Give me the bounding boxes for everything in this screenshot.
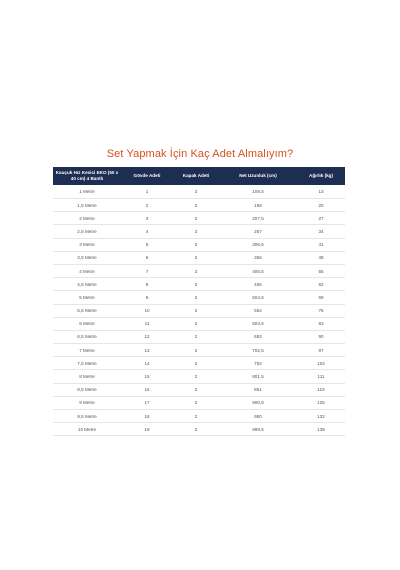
cell-net-length: 257: [219, 225, 297, 238]
cell-length: 2 Metre: [53, 212, 121, 225]
cell-net-length: 455: [219, 278, 297, 291]
cell-net-length: 900,5: [219, 396, 297, 409]
table-row: [53, 383, 345, 396]
header-body-count: Gövde Adeti: [133, 173, 161, 179]
table-row: [53, 304, 345, 317]
table-row: [53, 370, 345, 383]
cell-length: 1,5 Metre: [53, 199, 121, 212]
cell-net-length: 801,5: [219, 370, 297, 383]
page-title: Set Yapmak İçin Kaç Adet Almalıyım?: [106, 148, 294, 160]
cell-weight: 83: [297, 317, 345, 330]
cell-net-length: 752: [219, 357, 297, 370]
table-row: [53, 344, 345, 357]
cell-cap-count: 2: [173, 357, 219, 370]
cell-body-count: 13: [121, 344, 173, 357]
cell-body-count: 17: [121, 396, 173, 409]
table-row: [53, 251, 345, 264]
cell-cap-count: 2: [173, 423, 219, 436]
set-quantity-table: [53, 167, 345, 436]
cell-net-length: 653: [219, 330, 297, 343]
cell-length: 8 Metre: [53, 370, 121, 383]
cell-length: 8,5 Metre: [53, 383, 121, 396]
cell-weight: 90: [297, 330, 345, 343]
cell-length: 3 Metre: [53, 238, 121, 251]
cell-length: 5 Metre: [53, 291, 121, 304]
table-row: [53, 410, 345, 423]
cell-weight: 111: [297, 370, 345, 383]
cell-net-length: 950: [219, 410, 297, 423]
cell-weight: 13: [297, 185, 345, 199]
cell-body-count: 2: [121, 199, 173, 212]
cell-weight: 125: [297, 396, 345, 409]
cell-cap-count: 2: [173, 317, 219, 330]
cell-net-length: 306,5: [219, 238, 297, 251]
cell-net-length: 207,5: [219, 212, 297, 225]
cell-weight: 104: [297, 357, 345, 370]
cell-net-length: 999,5: [219, 423, 297, 436]
table-header: [53, 167, 345, 185]
table-row: [53, 212, 345, 225]
cell-length: 9 Metre: [53, 396, 121, 409]
cell-weight: 48: [297, 251, 345, 264]
cell-length: 7,5 Metre: [53, 357, 121, 370]
cell-length: 9,5 Metre: [53, 410, 121, 423]
table-row: [53, 291, 345, 304]
cell-body-count: 6: [121, 251, 173, 264]
cell-weight: 69: [297, 291, 345, 304]
cell-length: 10 Metre: [53, 423, 121, 436]
cell-body-count: 15: [121, 370, 173, 383]
cell-body-count: 10: [121, 304, 173, 317]
cell-length: 3,5 Metre: [53, 251, 121, 264]
header-cap-count: Kapak Adeti: [182, 173, 210, 179]
cell-length: 6,5 Metre: [53, 330, 121, 343]
cell-weight: 97: [297, 344, 345, 357]
header-weight: Ağırlık (kg): [309, 173, 333, 179]
cell-net-length: 108,5: [219, 185, 297, 199]
cell-net-length: 851: [219, 383, 297, 396]
cell-body-count: 11: [121, 317, 173, 330]
cell-weight: 20: [297, 199, 345, 212]
cell-length: 4 Metre: [53, 264, 121, 277]
cell-net-length: 405,5: [219, 264, 297, 277]
table-row: [53, 330, 345, 343]
cell-weight: 118: [297, 383, 345, 396]
cell-length: 1 Metre: [53, 185, 121, 199]
table-row: [53, 423, 345, 436]
cell-cap-count: 2: [173, 370, 219, 383]
cell-weight: 62: [297, 278, 345, 291]
cell-body-count: 12: [121, 330, 173, 343]
cell-cap-count: 2: [173, 330, 219, 343]
cell-cap-count: 2: [173, 410, 219, 423]
cell-body-count: 9: [121, 291, 173, 304]
cell-cap-count: 2: [173, 225, 219, 238]
cell-cap-count: 2: [173, 185, 219, 199]
cell-length: 7 Metre: [53, 344, 121, 357]
table-row: [53, 278, 345, 291]
cell-cap-count: 2: [173, 199, 219, 212]
table-row: [53, 199, 345, 212]
cell-body-count: 4: [121, 225, 173, 238]
cell-net-length: 504,5: [219, 291, 297, 304]
cell-body-count: 16: [121, 383, 173, 396]
header-net-length: Net Uzunluk (cm): [239, 173, 277, 179]
cell-body-count: 18: [121, 410, 173, 423]
cell-net-length: 158: [219, 199, 297, 212]
cell-cap-count: 2: [173, 344, 219, 357]
cell-net-length: 554: [219, 304, 297, 317]
cell-cap-count: 2: [173, 278, 219, 291]
cell-weight: 139: [297, 423, 345, 436]
cell-body-count: 19: [121, 423, 173, 436]
table-row: [53, 185, 345, 199]
cell-body-count: 3: [121, 212, 173, 225]
cell-cap-count: 2: [173, 383, 219, 396]
cell-cap-count: 2: [173, 291, 219, 304]
table-row: [53, 357, 345, 370]
cell-net-length: 603,5: [219, 317, 297, 330]
table-row: [53, 264, 345, 277]
cell-body-count: 7: [121, 264, 173, 277]
cell-net-length: 702,5: [219, 344, 297, 357]
table-header-row: [53, 167, 345, 185]
cell-body-count: 14: [121, 357, 173, 370]
table-row: [53, 225, 345, 238]
cell-body-count: 8: [121, 278, 173, 291]
cell-weight: 76: [297, 304, 345, 317]
cell-cap-count: 2: [173, 251, 219, 264]
cell-cap-count: 2: [173, 212, 219, 225]
cell-weight: 132: [297, 410, 345, 423]
cell-net-length: 356: [219, 251, 297, 264]
table-row: [53, 238, 345, 251]
cell-body-count: 5: [121, 238, 173, 251]
cell-weight: 34: [297, 225, 345, 238]
cell-weight: 41: [297, 238, 345, 251]
table-row: [53, 317, 345, 330]
cell-cap-count: 2: [173, 304, 219, 317]
cell-body-count: 1: [121, 185, 173, 199]
table-body: [53, 185, 345, 436]
cell-cap-count: 2: [173, 264, 219, 277]
cell-weight: 55: [297, 264, 345, 277]
header-product-length: Kauçuk Hız Kesici EKO (50 x 40 cm) 4 Bantlı: [55, 170, 119, 181]
cell-length: 2,5 Metre: [53, 225, 121, 238]
cell-weight: 27: [297, 212, 345, 225]
cell-length: 4,5 Metre: [53, 278, 121, 291]
cell-cap-count: 2: [173, 396, 219, 409]
cell-length: 6 Metre: [53, 317, 121, 330]
cell-cap-count: 2: [173, 238, 219, 251]
cell-length: 5,5 Metre: [53, 304, 121, 317]
table-row: [53, 396, 345, 409]
